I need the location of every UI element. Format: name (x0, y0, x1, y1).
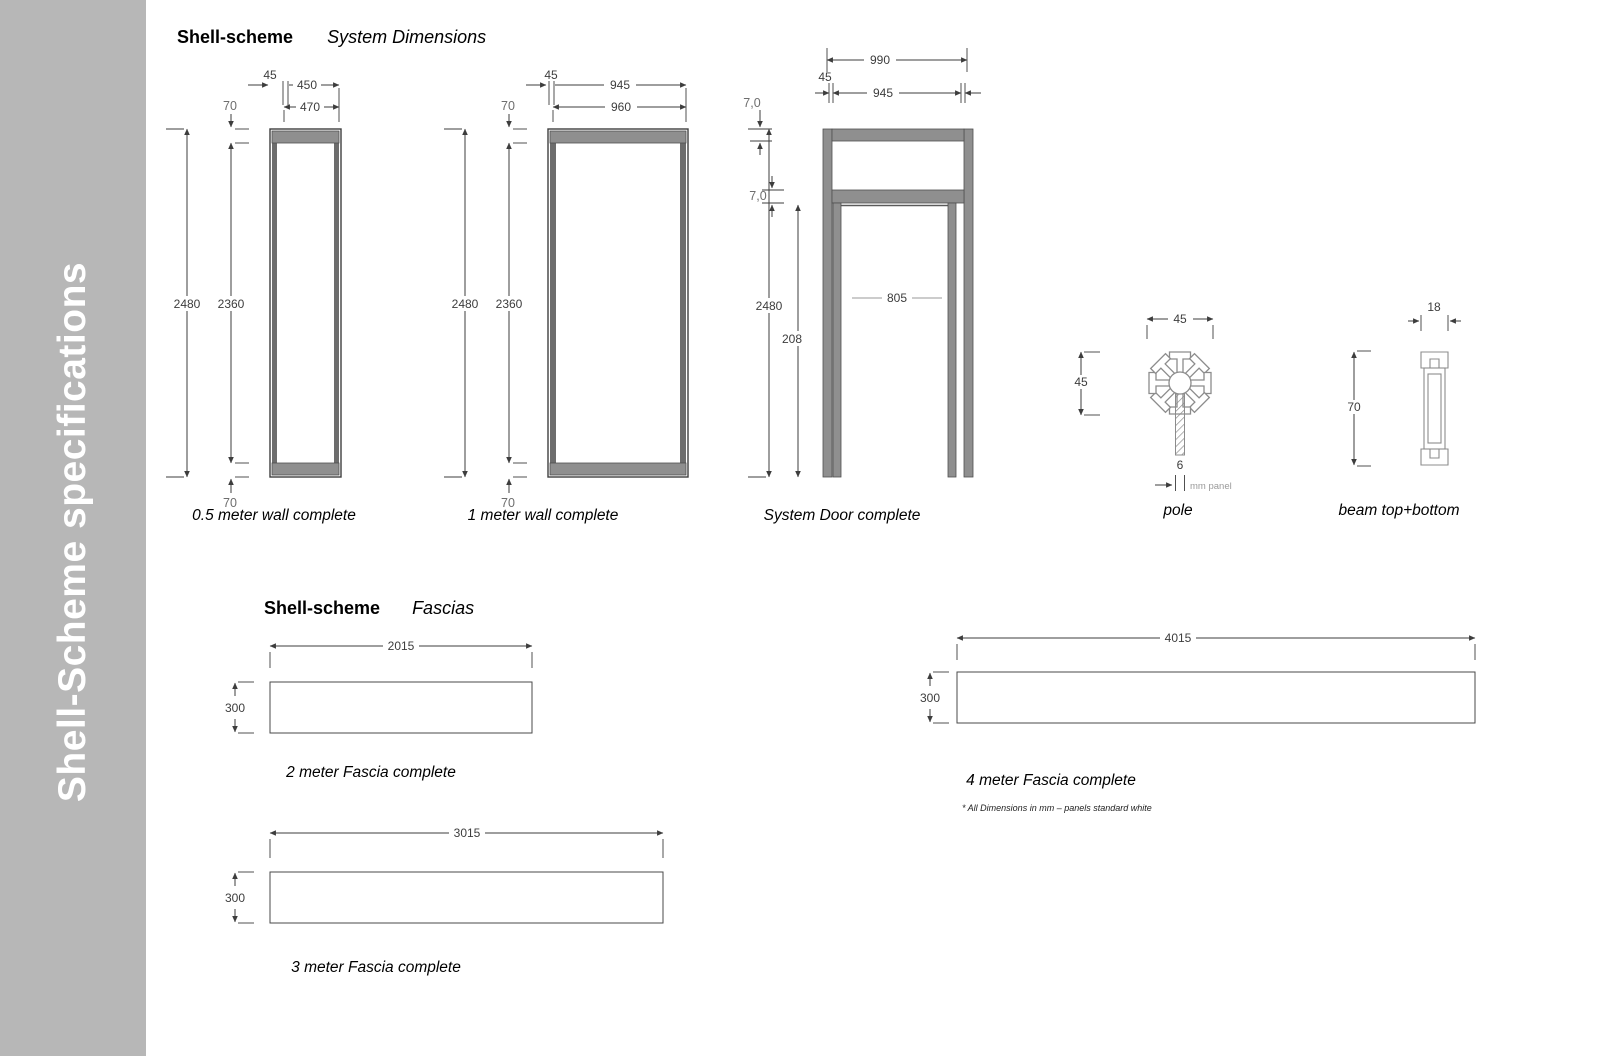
dim-bottom-beam (223, 463, 249, 510)
section-header-system-dimensions (177, 27, 486, 48)
fascia-4m-panel (957, 672, 1475, 723)
dim-post-width-label: 45 (818, 70, 832, 84)
dim-module-width (284, 100, 339, 122)
wall-05-frame (270, 129, 341, 477)
dim-mid-beam (749, 176, 784, 217)
svg-text:2360: 2360 (495, 297, 523, 311)
dim-overall-height (748, 129, 787, 477)
caption-beam: beam top+bottom (1338, 502, 1460, 519)
dim-top-beam (501, 99, 527, 143)
svg-text:70: 70 (501, 99, 515, 113)
svg-text:300: 300 (919, 691, 941, 705)
wall-1-drawing (440, 55, 710, 535)
dim-panel-height (491, 143, 527, 463)
fascia-3m-drawing (200, 800, 700, 975)
pole-core (1169, 372, 1191, 394)
door-drawing (730, 40, 1010, 540)
svg-text:45: 45 (1074, 375, 1088, 389)
dim-post-width (248, 68, 288, 105)
svg-text:7,0: 7,0 (743, 96, 761, 110)
dim-panel-height (213, 143, 249, 463)
svg-text:2480: 2480 (451, 297, 479, 311)
dim-pole-height (1068, 352, 1100, 415)
svg-text:300: 300 (224, 891, 246, 905)
caption-wall-1: 1 meter wall complete (467, 507, 619, 524)
dim-length (957, 631, 1475, 660)
section-title-bold: Shell-scheme (177, 27, 294, 47)
svg-text:2480: 2480 (173, 297, 201, 311)
dimensions-note: * All Dimensions in mm – panels standard white (962, 803, 1152, 813)
svg-text:450: 450 (296, 78, 318, 92)
dim-length (270, 826, 663, 858)
panel-annotation: mm panel (1190, 481, 1232, 492)
svg-text:70: 70 (223, 99, 237, 113)
dim-pole-width (1147, 312, 1213, 339)
dim-bottom-beam (501, 463, 527, 510)
section-title-italic: System Dimensions (327, 27, 487, 47)
svg-text:805: 805 (886, 291, 908, 305)
caption-pole: pole (1163, 502, 1193, 519)
dim-length (270, 639, 532, 668)
dim-door-height (775, 205, 809, 477)
beam-drawing (1310, 285, 1510, 515)
dim-top-beam (223, 99, 249, 143)
section-title-italic: Fascias (412, 598, 475, 618)
caption-fascia-3m: 3 meter Fascia complete (291, 959, 461, 976)
svg-text:2480: 2480 (755, 299, 783, 313)
svg-text:208: 208 (781, 332, 803, 346)
svg-text:4015: 4015 (1164, 631, 1192, 645)
dim-module-width (553, 100, 686, 122)
caption-door: System Door complete (763, 507, 921, 524)
dim-height (225, 872, 254, 923)
dim-panel-thickness (1155, 458, 1232, 492)
dim-overall-width (827, 48, 967, 72)
svg-text:300: 300 (224, 701, 246, 715)
caption-fascia-4m: 4 meter Fascia complete (966, 772, 1136, 789)
svg-text:470: 470 (299, 100, 321, 114)
dim-height (920, 672, 949, 723)
fascia-3m-panel (270, 872, 663, 923)
pole-panel-hatch (1176, 394, 1185, 455)
dim-beam-width (1408, 300, 1461, 331)
svg-text:70: 70 (1347, 400, 1361, 414)
dim-top-beam (743, 96, 772, 155)
beam-profile (1421, 352, 1448, 465)
svg-text:2015: 2015 (387, 639, 415, 653)
dim-height (225, 682, 254, 733)
fascia-4m-drawing (900, 610, 1540, 750)
wall-1-frame (548, 129, 688, 477)
wall-05-drawing (160, 55, 380, 535)
svg-text:3015: 3015 (453, 826, 481, 840)
svg-text:45: 45 (263, 68, 277, 82)
dim-post-width (526, 68, 558, 105)
section-title-bold: Shell-scheme (264, 598, 381, 618)
svg-text:6: 6 (1176, 458, 1184, 472)
svg-text:70: 70 (223, 496, 237, 510)
pole-drawing (1040, 285, 1280, 525)
fascia-2m-panel (270, 682, 532, 733)
svg-text:7,0: 7,0 (749, 189, 767, 203)
dim-door-width (852, 291, 942, 305)
dim-overall-height (444, 129, 483, 477)
caption-wall-05: 0.5 meter wall complete (192, 507, 356, 524)
svg-text:990: 990 (869, 53, 891, 67)
svg-text:70: 70 (501, 496, 515, 510)
svg-text:18: 18 (1427, 300, 1441, 314)
svg-text:945: 945 (609, 78, 631, 92)
dim-beam-height (1341, 351, 1371, 466)
caption-fascia-2m: 2 meter Fascia complete (286, 764, 456, 781)
sidebar-title: Shell-Scheme specifications (51, 261, 94, 803)
svg-text:45: 45 (544, 68, 558, 82)
svg-text:945: 945 (872, 86, 894, 100)
fascia-2m-drawing (200, 610, 600, 750)
dim-panel-width (815, 83, 981, 103)
dim-overall-height (166, 129, 205, 477)
svg-text:45: 45 (1173, 312, 1187, 326)
svg-text:2360: 2360 (217, 297, 245, 311)
svg-text:960: 960 (610, 100, 632, 114)
